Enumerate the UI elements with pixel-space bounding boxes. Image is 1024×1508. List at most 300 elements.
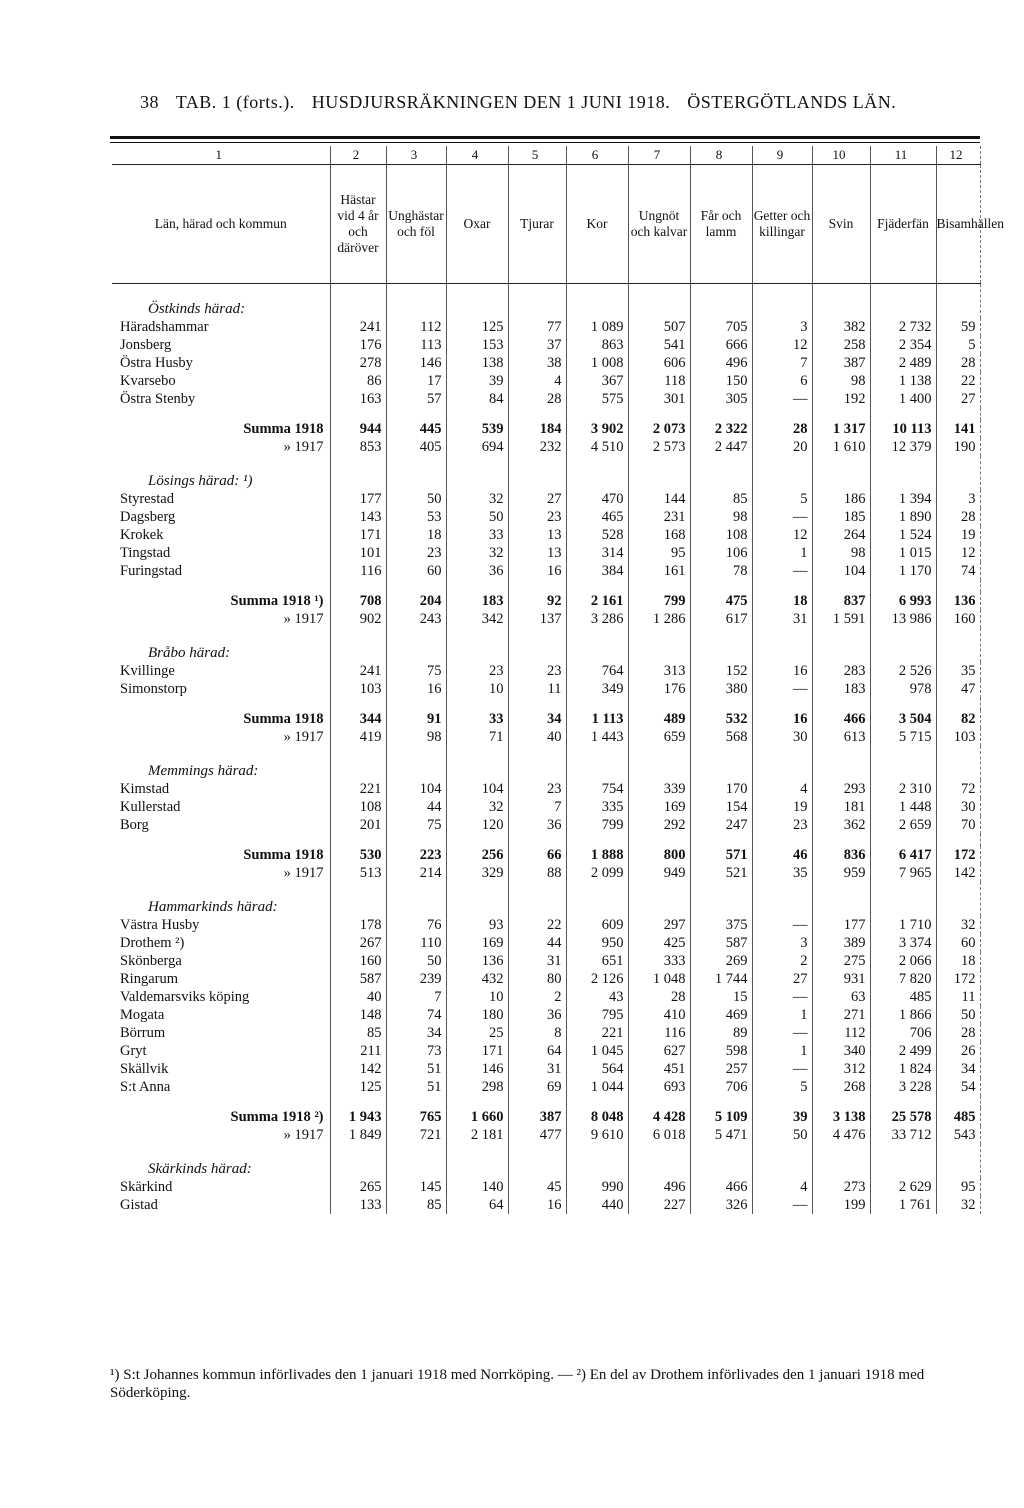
value-cell: 13 [508,544,566,562]
empty-cell [812,698,870,710]
value-cell: 101 [330,544,386,562]
value-cell: 465 [566,508,628,526]
empty-cell [752,456,812,490]
value-cell: 2 629 [870,1178,936,1196]
value-cell: 425 [628,934,690,952]
value-cell: 98 [812,372,870,390]
sum-value: 88 [508,864,566,882]
value-cell: 7 820 [870,970,936,988]
table-row [112,662,980,680]
sum-value: 9 610 [566,1126,628,1144]
value-cell: 211 [330,1042,386,1060]
empty-cell [936,834,980,846]
empty-cell [386,580,446,592]
value-cell: 73 [386,1042,446,1060]
empty-cell [812,456,870,490]
value-cell: — [752,1060,812,1078]
value-cell: 36 [446,562,508,580]
value-cell: 60 [936,934,980,952]
value-cell: 89 [690,1024,752,1042]
sum-value: 2 573 [628,438,690,456]
page-title: HUSDJURSRÄKNINGEN DEN 1 JUNI 1918. [311,92,671,112]
value-cell: 19 [752,798,812,816]
column-header: Får och lamm [690,165,752,284]
sum-value: 959 [812,864,870,882]
sum-label: Summa 1918 [112,710,330,728]
table-row [112,970,980,988]
kommun-name: Kvillinge [112,662,330,680]
table-row [112,1006,980,1024]
empty-cell [936,882,980,916]
value-cell: 112 [386,318,446,336]
column-number: 4 [446,146,508,165]
value-cell: 70 [936,816,980,834]
empty-cell [752,408,812,420]
empty-cell [936,628,980,662]
empty-cell [812,746,870,780]
sum-value: 82 [936,710,980,728]
value-cell: 161 [628,562,690,580]
empty-cell [446,628,508,662]
empty-cell [566,408,628,420]
value-cell: 168 [628,526,690,544]
value-cell: 2 354 [870,336,936,354]
sum-value: 1 849 [330,1126,386,1144]
empty-cell [386,284,446,319]
value-cell: 2 499 [870,1042,936,1060]
value-cell: 4 [752,1178,812,1196]
value-cell: 75 [386,662,446,680]
value-cell: 108 [330,798,386,816]
value-cell: 1 089 [566,318,628,336]
value-cell: 50 [936,1006,980,1024]
kommun-name: Gistad [112,1196,330,1214]
column-header: Bisamhällen [936,165,980,284]
section-title: Lösings härad: ¹) [112,456,330,490]
value-cell: 278 [330,354,386,372]
empty-cell [936,580,980,592]
empty-cell [446,1144,508,1178]
sum-value: 256 [446,846,508,864]
table-row [112,680,980,698]
value-cell: 2 526 [870,662,936,680]
sum-value: 617 [690,610,752,628]
value-cell: 34 [936,1060,980,1078]
value-cell: 163 [330,390,386,408]
value-cell: 1 [752,1006,812,1024]
value-cell: 275 [812,952,870,970]
sum-value: 708 [330,592,386,610]
value-cell: 181 [812,798,870,816]
sum-value: 103 [936,728,980,746]
table-row [112,988,980,1006]
empty-cell [508,834,566,846]
value-cell: 12 [936,544,980,562]
sum-value: 944 [330,420,386,438]
empty-cell [508,284,566,319]
value-cell: 1 [752,1042,812,1060]
column-number: 12 [936,146,980,165]
kommun-name: S:t Anna [112,1078,330,1096]
sum-value: 530 [330,846,386,864]
value-cell: 241 [330,662,386,680]
value-cell: 314 [566,544,628,562]
value-cell: 144 [628,490,690,508]
kommun-name: Mogata [112,1006,330,1024]
value-cell: 74 [936,562,980,580]
sum-label: Summa 1918 ²) [112,1108,330,1126]
value-cell: 13 [508,526,566,544]
sum-value: 25 578 [870,1108,936,1126]
column-header: Län, härad och kommun [112,165,330,284]
value-cell: 387 [812,354,870,372]
value-cell: 85 [330,1024,386,1042]
kommun-name: Borg [112,816,330,834]
value-cell: 349 [566,680,628,698]
sum-value: 183 [446,592,508,610]
sum-value: 477 [508,1126,566,1144]
value-cell: 78 [690,562,752,580]
sum-value: 50 [752,1126,812,1144]
value-cell: 4 [752,780,812,798]
table-row [112,508,980,526]
kommun-name: Simonstorp [112,680,330,698]
value-cell: 466 [690,1178,752,1196]
page-number: 38 [140,92,159,112]
value-cell: 432 [446,970,508,988]
value-cell: 32 [446,490,508,508]
sum-value: 2 099 [566,864,628,882]
empty-cell [870,1096,936,1108]
kommun-name: Kullerstad [112,798,330,816]
value-cell: 528 [566,526,628,544]
value-cell: 267 [330,934,386,952]
sum-row [112,610,980,628]
sum-value: 837 [812,592,870,610]
sum-value: 344 [330,710,386,728]
sum-value: 6 018 [628,1126,690,1144]
table-row [112,1024,980,1042]
sum-value: 33 [446,710,508,728]
empty-cell [566,456,628,490]
value-cell: 799 [566,816,628,834]
empty-cell [508,1144,566,1178]
empty-cell [812,1096,870,1108]
value-cell: 301 [628,390,690,408]
value-cell: — [752,390,812,408]
value-cell: 1 866 [870,1006,936,1024]
value-cell: 27 [508,490,566,508]
sum-value: 3 286 [566,610,628,628]
value-cell: 1 008 [566,354,628,372]
sum-value: 243 [386,610,446,628]
table-row [112,780,980,798]
value-cell: 93 [446,916,508,934]
value-cell: 186 [812,490,870,508]
table-row [112,1178,980,1196]
sum-value: 4 428 [628,1108,690,1126]
sum-value: 6 417 [870,846,936,864]
sum-value: 3 504 [870,710,936,728]
value-cell: 606 [628,354,690,372]
value-cell: 7 [386,988,446,1006]
column-number: 6 [566,146,628,165]
sum-value: 532 [690,710,752,728]
sum-value: 142 [936,864,980,882]
empty-cell [566,284,628,319]
value-cell: 627 [628,1042,690,1060]
empty-cell [690,834,752,846]
empty-cell [446,1096,508,1108]
column-number: 1 [112,146,330,165]
value-cell: 221 [330,780,386,798]
kommun-name: Skällvik [112,1060,330,1078]
sum-value: 489 [628,710,690,728]
sum-value: 513 [330,864,386,882]
sum-value: 172 [936,846,980,864]
value-cell: 39 [446,372,508,390]
table-row [112,816,980,834]
kommun-name: Furingstad [112,562,330,580]
value-cell: 705 [690,318,752,336]
sum-row [112,438,980,456]
section-row [112,456,980,490]
value-cell: 80 [508,970,566,988]
value-cell: 40 [330,988,386,1006]
value-cell: 152 [690,662,752,680]
value-cell: 10 [446,988,508,1006]
value-cell: 19 [936,526,980,544]
value-cell: 1 048 [628,970,690,988]
value-cell: 57 [386,390,446,408]
value-cell: 150 [690,372,752,390]
value-cell: 28 [508,390,566,408]
value-cell: 153 [446,336,508,354]
empty-cell [566,834,628,846]
section-row [112,746,980,780]
section-row [112,628,980,662]
value-cell: 77 [508,318,566,336]
sum-value: 190 [936,438,980,456]
empty-cell [690,1096,752,1108]
value-cell: 146 [446,1060,508,1078]
kommun-name: Västra Husby [112,916,330,934]
value-cell: 28 [936,354,980,372]
value-cell: 185 [812,508,870,526]
value-cell: 2 659 [870,816,936,834]
value-cell: 247 [690,816,752,834]
value-cell: 5 [752,1078,812,1096]
empty-cell [330,628,386,662]
value-cell: 143 [330,508,386,526]
sum-label: » 1917 [112,438,330,456]
value-cell: 199 [812,1196,870,1214]
value-cell: 169 [446,934,508,952]
value-cell: 16 [508,562,566,580]
empty-cell [690,456,752,490]
value-cell: 140 [446,1178,508,1196]
value-cell: 23 [386,544,446,562]
value-cell: 339 [628,780,690,798]
value-cell: 171 [446,1042,508,1060]
value-cell: 38 [508,354,566,372]
table-row [112,1078,980,1096]
sum-value: 39 [752,1108,812,1126]
value-cell: 23 [508,508,566,526]
value-cell: 575 [566,390,628,408]
kommun-name: Kimstad [112,780,330,798]
sum-value: 16 [752,710,812,728]
value-cell: 23 [508,662,566,680]
value-cell: 45 [508,1178,566,1196]
empty-cell [690,284,752,319]
table-row [112,1196,980,1214]
value-cell: 154 [690,798,752,816]
sum-value: 1 443 [566,728,628,746]
value-cell: 18 [386,526,446,544]
spacer-row [112,408,980,420]
section-title: Östkinds härad: [112,284,330,319]
empty-cell [752,1096,812,1108]
empty-cell [330,580,386,592]
sum-value: 91 [386,710,446,728]
sum-value: 7 965 [870,864,936,882]
section-title: Bråbo härad: [112,628,330,662]
spacer-row [112,834,980,846]
sum-value: 35 [752,864,812,882]
empty-cell [690,408,752,420]
empty-cell [446,882,508,916]
sum-label: Summa 1918 [112,846,330,864]
kommun-name: Östra Stenby [112,390,330,408]
value-cell: 2 126 [566,970,628,988]
empty-cell [812,284,870,319]
value-cell: 292 [628,816,690,834]
empty-cell [936,1144,980,1178]
value-cell: 51 [386,1078,446,1096]
empty-cell [330,1096,386,1108]
table-row [112,952,980,970]
sum-value: 5 109 [690,1108,752,1126]
value-cell: 2 [508,988,566,1006]
empty-cell [936,746,980,780]
sum-value: 475 [690,592,752,610]
value-cell: 33 [446,526,508,544]
empty-cell [112,580,330,592]
value-cell: 86 [330,372,386,390]
empty-cell [330,834,386,846]
column-number: 7 [628,146,690,165]
kommun-name: Dagsberg [112,508,330,526]
kommun-name: Jonsberg [112,336,330,354]
empty-cell [936,408,980,420]
value-cell: 32 [446,798,508,816]
column-number: 8 [690,146,752,165]
value-cell: 313 [628,662,690,680]
value-cell: 273 [812,1178,870,1196]
value-cell: 3 [936,490,980,508]
value-cell: 125 [330,1078,386,1096]
value-cell: 177 [812,916,870,934]
sum-row [112,1126,980,1144]
empty-cell [628,882,690,916]
value-cell: 28 [628,988,690,1006]
empty-cell [386,698,446,710]
empty-cell [508,456,566,490]
column-header: Getter och killingar [752,165,812,284]
kommun-name: Valdemarsviks köping [112,988,330,1006]
value-cell: 1 138 [870,372,936,390]
footnote: ¹) S:t Johannes kommun införlivades den 1 januari 1918 med Norrköping. — ²) En del av Drothem införlivades den 1 januari 1918 med Söderköping. [110,1367,925,1401]
empty-cell [446,408,508,420]
sum-value: 2 322 [690,420,752,438]
value-cell: 367 [566,372,628,390]
sum-row [112,728,980,746]
empty-cell [446,746,508,780]
sum-value: 20 [752,438,812,456]
table-row [112,562,980,580]
column-number: 3 [386,146,446,165]
value-cell: 362 [812,816,870,834]
sum-value: 2 447 [690,438,752,456]
sum-value: 33 712 [870,1126,936,1144]
value-cell: 171 [330,526,386,544]
value-cell: 95 [936,1178,980,1196]
value-cell: 76 [386,916,446,934]
sum-value: 949 [628,864,690,882]
value-cell: 172 [936,970,980,988]
value-cell: 990 [566,1178,628,1196]
sum-label: » 1917 [112,1126,330,1144]
sum-value: 571 [690,846,752,864]
value-cell: 75 [386,816,446,834]
empty-cell [508,628,566,662]
value-cell: 2 732 [870,318,936,336]
value-cell: 25 [446,1024,508,1042]
value-cell: 7 [508,798,566,816]
value-cell: 160 [330,952,386,970]
value-cell: 74 [386,1006,446,1024]
empty-cell [628,746,690,780]
value-cell: 16 [386,680,446,698]
sum-value: 342 [446,610,508,628]
sum-label: Summa 1918 [112,420,330,438]
empty-cell [386,1096,446,1108]
sum-value: 28 [752,420,812,438]
empty-cell [690,1144,752,1178]
section-title: Memmings härad: [112,746,330,780]
sum-value: 799 [628,592,690,610]
sum-label: » 1917 [112,728,330,746]
value-cell: — [752,1024,812,1042]
value-cell: 169 [628,798,690,816]
sum-value: 543 [936,1126,980,1144]
value-cell: 104 [386,780,446,798]
value-cell: 335 [566,798,628,816]
empty-cell [386,746,446,780]
value-cell: 6 [752,372,812,390]
value-cell: 305 [690,390,752,408]
value-cell: 104 [446,780,508,798]
sum-label: » 1917 [112,864,330,882]
empty-cell [752,1144,812,1178]
kommun-name: Ringarum [112,970,330,988]
sum-value: 40 [508,728,566,746]
value-cell: 32 [446,544,508,562]
table-row [112,390,980,408]
value-cell: 451 [628,1060,690,1078]
value-cell: 326 [690,1196,752,1214]
